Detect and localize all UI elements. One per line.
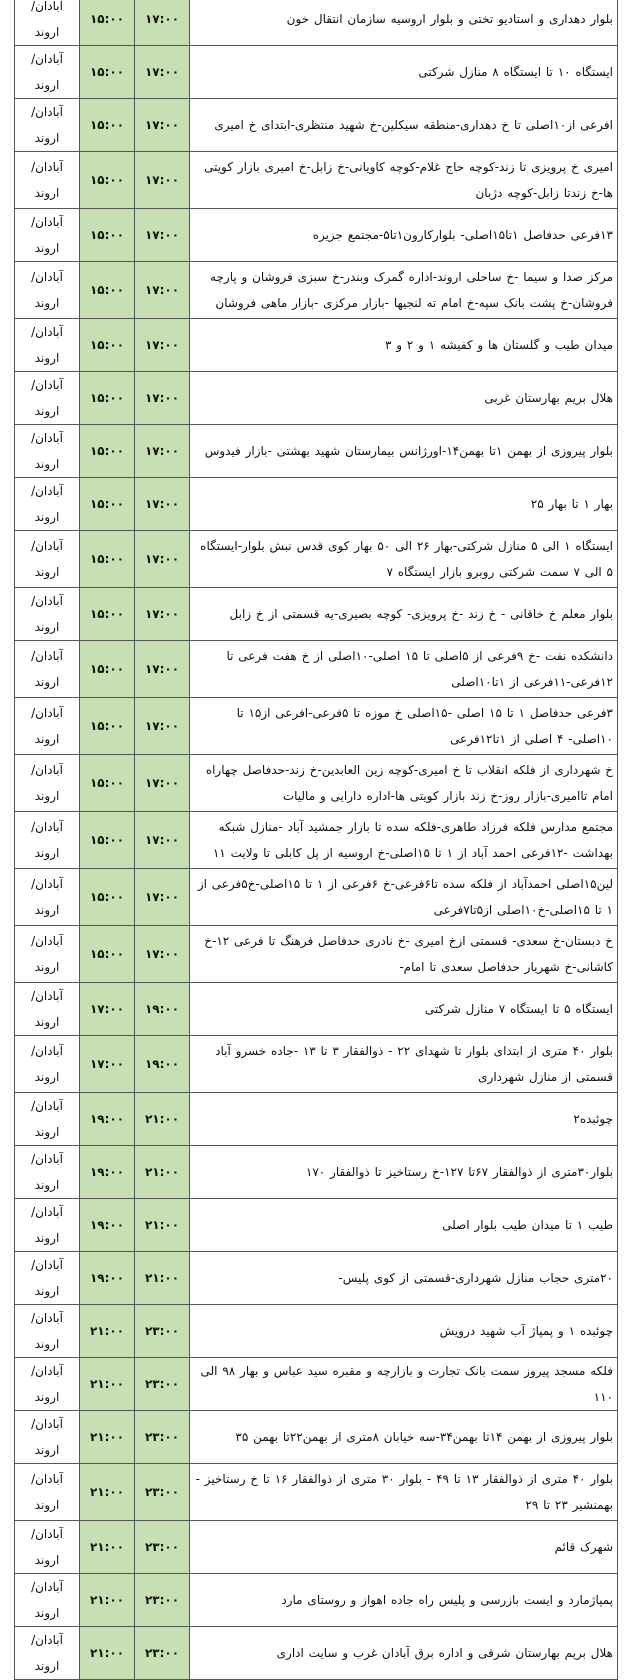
end-time-cell: ۱۷:۰۰ xyxy=(135,869,190,926)
table-row xyxy=(15,1252,618,1305)
table-row xyxy=(15,926,618,983)
end-time-cell: ۲۱:۰۰ xyxy=(135,1199,190,1252)
table-row xyxy=(15,531,618,588)
table-row xyxy=(15,425,618,478)
end-time-cell: ۱۷:۰۰ xyxy=(135,755,190,812)
end-time-cell: ۲۳:۰۰ xyxy=(135,1305,190,1358)
end-time-cell: ۱۹:۰۰ xyxy=(135,1036,190,1093)
location-cell: افرعی از۱۰اصلی تا خ دهداری-منطقه سیکلین-خ شهید منتظری-ابتدای خ امیری xyxy=(190,99,618,152)
start-time-cell: ۲۱:۰۰ xyxy=(80,1305,135,1358)
area-cell: آبادان/اروند xyxy=(15,812,80,869)
table-row xyxy=(15,1036,618,1093)
location-cell: بلوار پیروزی از بهمن ۱۴تا بهمن۳۴-سه خیابان ۸متری از بهمن۲۲تا بهمن ۳۵ xyxy=(190,1411,618,1464)
end-time-cell: ۲۳:۰۰ xyxy=(135,1521,190,1574)
location-cell: بلوار پیروزی از بهمن ۱تا بهمن۱۴-اورژانس بیمارستان شهید بهشتی -بازار فیدوس xyxy=(190,425,618,478)
start-time-cell: ۱۹:۰۰ xyxy=(80,1199,135,1252)
start-time-cell: ۱۵:۰۰ xyxy=(80,812,135,869)
start-time-cell: ۱۵:۰۰ xyxy=(80,152,135,209)
start-time-cell: ۱۹:۰۰ xyxy=(80,1252,135,1305)
area-cell: آبادان/اروند xyxy=(15,1358,80,1411)
location-cell: مرکز صدا و سیما -خ ساحلی اروند-اداره گمرک وبندر-خ سبزی فروشان و پارچه فروشان-خ پشت بانک سپه-خ امام ته لنجیها -بازار مرکزی -بازار ماهی فروشان xyxy=(190,262,618,319)
area-cell: آبادان/اروند xyxy=(15,1305,80,1358)
table-row xyxy=(15,209,618,262)
start-time-cell: ۱۷:۰۰ xyxy=(80,983,135,1036)
table-row xyxy=(15,99,618,152)
start-time-cell: ۲۱:۰۰ xyxy=(80,1627,135,1680)
table-row xyxy=(15,755,618,812)
end-time-cell: ۲۱:۰۰ xyxy=(135,1252,190,1305)
start-time-cell: ۱۵:۰۰ xyxy=(80,209,135,262)
end-time-cell: ۲۳:۰۰ xyxy=(135,1411,190,1464)
left-sheet-margin xyxy=(0,0,15,1280)
location-cell: بلوار دهداری و استادیو تختی و بلوار اروسیه سازمان انتقال خون xyxy=(190,0,618,46)
area-cell: آبادان/اروند xyxy=(15,1627,80,1680)
table-row xyxy=(15,1093,618,1146)
location-cell: ۱۳فرعی حدفاصل ۱تا۱۵اصلی- بلوارکارون۱تا۵-مجتمع جزیره xyxy=(190,209,618,262)
start-time-cell: ۱۵:۰۰ xyxy=(80,372,135,425)
location-cell: خ دبستان-خ سعدی- قسمتی ازخ امیری -خ نادری حدفاصل فرهنگ تا فرعی ۱۲-خ کاشانی-خ شهریار حدفاصل سعدی تا امام- xyxy=(190,926,618,983)
end-time-cell: ۱۷:۰۰ xyxy=(135,46,190,99)
table-row xyxy=(15,1411,618,1464)
area-cell: آبادان/اروند xyxy=(15,209,80,262)
end-time-cell: ۱۷:۰۰ xyxy=(135,209,190,262)
area-cell: آبادان/اروند xyxy=(15,641,80,698)
table-row xyxy=(15,152,618,209)
schedule-body xyxy=(15,0,618,1680)
table-row xyxy=(15,983,618,1036)
table-row xyxy=(15,1146,618,1199)
start-time-cell: ۱۹:۰۰ xyxy=(80,1146,135,1199)
location-cell: خ شهرداری از فلکه انقلاب تا خ امیری-کوچه زین العابدین-خ زند-حدفاصل چهاراه امام تاامیری-بازار روز-خ زند بازار کویتی ها-اداره دارایی و مالیات xyxy=(190,755,618,812)
table-row xyxy=(15,319,618,372)
start-time-cell: ۲۱:۰۰ xyxy=(80,1358,135,1411)
end-time-cell: ۲۱:۰۰ xyxy=(135,1146,190,1199)
end-time-cell: ۱۹:۰۰ xyxy=(135,983,190,1036)
start-time-cell: ۲۱:۰۰ xyxy=(80,1521,135,1574)
location-cell: ۲۰متری حجاب منازل شهرداری-قسمتی از کوی پلیس- xyxy=(190,1252,618,1305)
end-time-cell: ۲۱:۰۰ xyxy=(135,1093,190,1146)
table-row xyxy=(15,0,618,46)
location-cell: بلوار۳۰متری از ذوالفقار ۶۷تا ۱۲۷-خ رستاخیز تا ذوالفقار ۱۷۰ xyxy=(190,1146,618,1199)
area-cell: آبادان/اروند xyxy=(15,262,80,319)
table-row xyxy=(15,641,618,698)
area-cell: آبادان/اروند xyxy=(15,983,80,1036)
table-row xyxy=(15,698,618,755)
location-cell: بهار ۱ تا بهار ۲۵ xyxy=(190,478,618,531)
table-row xyxy=(15,1305,618,1358)
end-time-cell: ۱۷:۰۰ xyxy=(135,372,190,425)
start-time-cell: ۱۷:۰۰ xyxy=(80,1036,135,1093)
area-cell: آبادان/اروند xyxy=(15,1199,80,1252)
area-cell: آبادان/اروند xyxy=(15,152,80,209)
end-time-cell: ۲۳:۰۰ xyxy=(135,1627,190,1680)
start-time-cell: ۱۵:۰۰ xyxy=(80,698,135,755)
area-cell: آبادان/اروند xyxy=(15,425,80,478)
table-row xyxy=(15,1358,618,1411)
end-time-cell: ۲۳:۰۰ xyxy=(135,1358,190,1411)
location-cell: فلکه مسجد پیروز سمت بانک تجارت و بازارچه و مقبره سید عباس و بهار ۹۸ الی ۱۱۰ xyxy=(190,1358,618,1411)
table-row xyxy=(15,1521,618,1574)
area-cell: آبادان/اروند xyxy=(15,46,80,99)
location-cell: چوئبده ۱ و پمپاژ آب شهید درویش xyxy=(190,1305,618,1358)
end-time-cell: ۱۷:۰۰ xyxy=(135,262,190,319)
start-time-cell: ۱۹:۰۰ xyxy=(80,1093,135,1146)
location-cell: بلوار ۴۰ متری از ذوالفقار ۱۳ تا ۴۹ - بلوار ۳۰ متری از ذوالفقار ۱۶ تا خ رستاخیز - بهمنشیر ۲۳ تا ۲۹ xyxy=(190,1464,618,1521)
start-time-cell: ۱۵:۰۰ xyxy=(80,46,135,99)
start-time-cell: ۲۱:۰۰ xyxy=(80,1411,135,1464)
area-cell: آبادان/اروند xyxy=(15,0,80,46)
area-cell: آبادان/اروند xyxy=(15,1252,80,1305)
end-time-cell: ۱۷:۰۰ xyxy=(135,478,190,531)
start-time-cell: ۱۵:۰۰ xyxy=(80,588,135,641)
start-time-cell: ۱۵:۰۰ xyxy=(80,478,135,531)
end-time-cell: ۱۷:۰۰ xyxy=(135,588,190,641)
area-cell: آبادان/اروند xyxy=(15,1411,80,1464)
area-cell: آبادان/اروند xyxy=(15,99,80,152)
start-time-cell: ۱۵:۰۰ xyxy=(80,641,135,698)
area-cell: آبادان/اروند xyxy=(15,926,80,983)
start-time-cell: ۲۱:۰۰ xyxy=(80,1574,135,1627)
location-cell: ایستگاه ۱۰ تا ایستگاه ۸ منازل شرکتی xyxy=(190,46,618,99)
end-time-cell: ۱۷:۰۰ xyxy=(135,698,190,755)
start-time-cell: ۱۵:۰۰ xyxy=(80,425,135,478)
start-time-cell: ۱۵:۰۰ xyxy=(80,262,135,319)
area-cell: آبادان/اروند xyxy=(15,1093,80,1146)
table-row xyxy=(15,46,618,99)
area-cell: آبادان/اروند xyxy=(15,372,80,425)
start-time-cell: ۱۵:۰۰ xyxy=(80,99,135,152)
location-cell: هلال بریم بهارستان غربی xyxy=(190,372,618,425)
end-time-cell: ۱۷:۰۰ xyxy=(135,531,190,588)
area-cell: آبادان/اروند xyxy=(15,588,80,641)
area-cell: آبادان/اروند xyxy=(15,1464,80,1521)
start-time-cell: ۱۵:۰۰ xyxy=(80,869,135,926)
end-time-cell: ۱۷:۰۰ xyxy=(135,926,190,983)
location-cell: پمپاژمارد و ایست بازرسی و پلیس راه جاده اهواز و روستای مارد xyxy=(190,1574,618,1627)
area-cell: آبادان/اروند xyxy=(15,698,80,755)
end-time-cell: ۱۷:۰۰ xyxy=(135,0,190,46)
table-row xyxy=(15,1199,618,1252)
table-row xyxy=(15,869,618,926)
area-cell: آبادان/اروند xyxy=(15,531,80,588)
start-time-cell: ۱۵:۰۰ xyxy=(80,755,135,812)
table-row xyxy=(15,1574,618,1627)
start-time-cell: ۱۵:۰۰ xyxy=(80,531,135,588)
location-cell: مجتمع مدارس فلکه فرزاد طاهری-فلکه سده تا بازار جمشید آباد -منازل شبکه بهداشت -۱۲فرعی احمد آباد از ۱ تا ۱۵اصلی-خ اروسیه از پل کابلی تا ولایت ۱۱ xyxy=(190,812,618,869)
end-time-cell: ۱۷:۰۰ xyxy=(135,152,190,209)
table-row xyxy=(15,1464,618,1521)
location-cell: ایستگاه ۱ الی ۵ منازل شرکتی-بهار ۲۶ الی ۵۰ بهار کوی قدس نبش بلوار-ایستگاه ۵ الی ۷ سمت شرکتی روبرو بازار ایستگاه ۷ xyxy=(190,531,618,588)
location-cell: چوئبده۲ xyxy=(190,1093,618,1146)
end-time-cell: ۱۷:۰۰ xyxy=(135,99,190,152)
location-cell: بلوار معلم خ خاقانی - خ زند -خ پرویزی- کوچه بصیری-یه قسمتی از خ زابل xyxy=(190,588,618,641)
end-time-cell: ۱۷:۰۰ xyxy=(135,319,190,372)
outage-schedule-table xyxy=(14,0,618,1680)
location-cell: لین۱۵اصلی احمدآباد از فلکه سده تا۶فرعی-خ ۶فرعی از ۱ تا ۱۵اصلی-خ۵فرعی از ۱ تا ۱۵اصلی-خ۱۰اصلی از۵تا۷فرعی xyxy=(190,869,618,926)
location-cell: دانشکده نفت -خ ۹فرعی از ۵اصلی تا ۱۵ اصلی-۱۰اصلی از خ هفت فرعی تا ۱۲فرعی-۱۱فرعی از ۱تا۱۰اصلی xyxy=(190,641,618,698)
table-row xyxy=(15,262,618,319)
location-cell: بلوار ۴۰ متری از ابتدای بلوار تا شهدای ۲۲ - ذوالفقار ۳ تا ۱۳ -جاده خسرو آباد قسمتی از منازل شهرداری xyxy=(190,1036,618,1093)
location-cell: ۳فرعی حدفاصل ۱ تا ۱۵ اصلی -۱۵اصلی خ موزه تا ۵فرعی-افرعی از۱۵ تا ۱۰اصلی- ۴ اصلی از ۱تا۱۲فرعی xyxy=(190,698,618,755)
area-cell: آبادان/اروند xyxy=(15,1574,80,1627)
location-cell: شهرک قائم xyxy=(190,1521,618,1574)
table-row xyxy=(15,372,618,425)
area-cell: آبادان/اروند xyxy=(15,478,80,531)
location-cell: هلال بریم بهارستان شرقی و اداره برق آبادان غرب و سایت اداری xyxy=(190,1627,618,1680)
table-row xyxy=(15,812,618,869)
start-time-cell: ۱۵:۰۰ xyxy=(80,0,135,46)
area-cell: آبادان/اروند xyxy=(15,1146,80,1199)
start-time-cell: ۲۱:۰۰ xyxy=(80,1464,135,1521)
location-cell: طیب ۱ تا میدان طیب بلوار اصلی xyxy=(190,1199,618,1252)
table-row xyxy=(15,1627,618,1680)
end-time-cell: ۱۷:۰۰ xyxy=(135,641,190,698)
area-cell: آبادان/اروند xyxy=(15,869,80,926)
end-time-cell: ۱۷:۰۰ xyxy=(135,812,190,869)
area-cell: آبادان/اروند xyxy=(15,1521,80,1574)
area-cell: آبادان/اروند xyxy=(15,319,80,372)
end-time-cell: ۱۷:۰۰ xyxy=(135,425,190,478)
start-time-cell: ۱۵:۰۰ xyxy=(80,926,135,983)
area-cell: آبادان/اروند xyxy=(15,1036,80,1093)
end-time-cell: ۲۳:۰۰ xyxy=(135,1464,190,1521)
location-cell: ایستگاه ۵ تا ایستگاه ۷ منازل شرکتی xyxy=(190,983,618,1036)
location-cell: امیری خ پرویزی تا زند-کوچه حاج غلام-کوچه کاویانی-خ زابل-خ امیری بازار کویتی ها-خ زندتا زابل-کوچه دژبان xyxy=(190,152,618,209)
area-cell: آبادان/اروند xyxy=(15,755,80,812)
start-time-cell: ۱۵:۰۰ xyxy=(80,319,135,372)
end-time-cell: ۲۳:۰۰ xyxy=(135,1574,190,1627)
table-row xyxy=(15,588,618,641)
location-cell: میدان طیب و گلستان ها و کفیشه ۱ و ۲ و ۳ xyxy=(190,319,618,372)
table-row xyxy=(15,478,618,531)
